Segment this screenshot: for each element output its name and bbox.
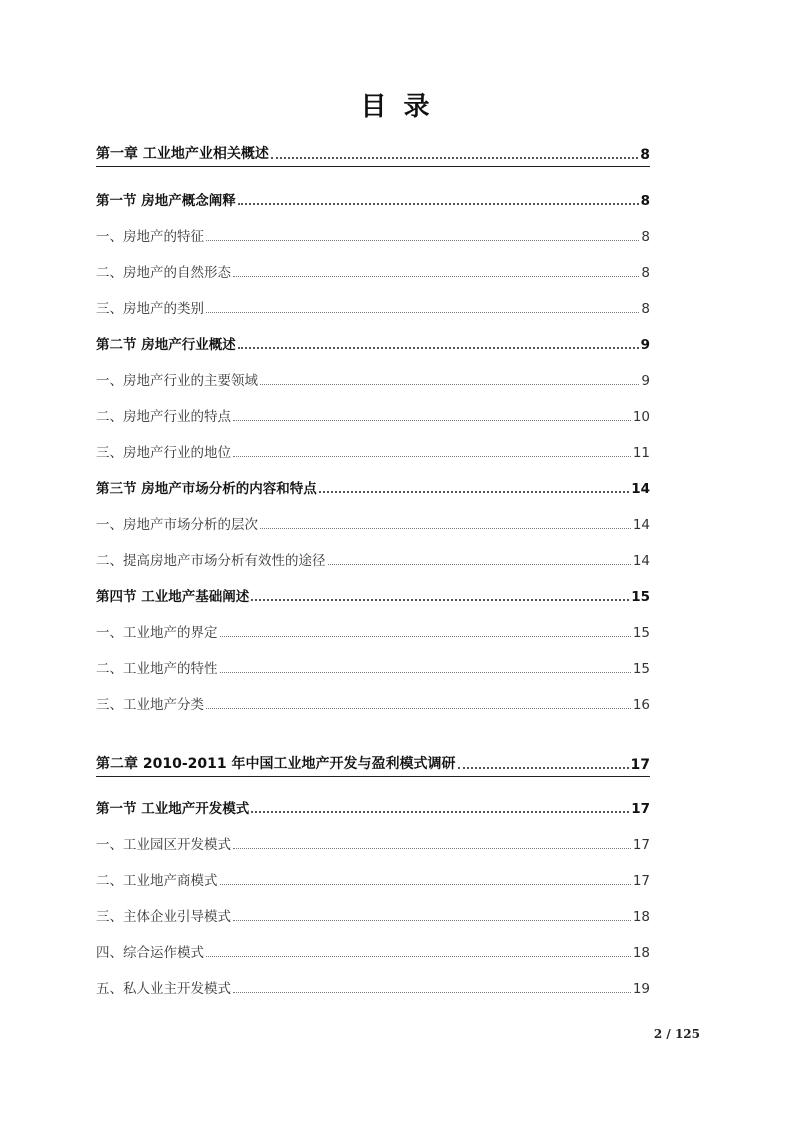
toc-entry-text: 三、房地产行业的地位 (96, 445, 231, 461)
page-number: 2 / 125 (653, 1027, 700, 1041)
toc-entry-item[interactable] (96, 513, 650, 533)
toc-entry-text: 一、房地产的特征 (96, 229, 204, 245)
toc-entry-page: 9 (640, 337, 650, 353)
leader-dots (206, 240, 639, 241)
toc-entry-page: 14 (631, 481, 650, 497)
leader-dots (251, 811, 629, 813)
leader-dots (220, 884, 631, 885)
leader-dots (260, 384, 639, 385)
toc-entry-text: 四、综合运作模式 (96, 945, 204, 961)
toc-entry-page: 8 (641, 229, 650, 245)
leader-dots (206, 956, 631, 957)
toc-entry-text: 二、工业地产的特性 (96, 661, 218, 677)
toc-entry-page: 8 (641, 301, 650, 317)
toc-entry-text: 二、房地产行业的特点 (96, 409, 231, 425)
toc-entry-text: 第一节 房地产概念阐释 (96, 193, 236, 209)
leader-dots (233, 420, 631, 421)
toc-entry-page: 17 (630, 757, 650, 773)
leader-dots (458, 767, 629, 769)
leader-dots (251, 599, 629, 601)
leader-dots (233, 456, 631, 457)
leader-dots (233, 276, 639, 277)
leader-dots (206, 708, 631, 709)
toc-entry-page: 19 (632, 981, 650, 997)
toc-entry-text: 一、房地产市场分析的层次 (96, 517, 258, 533)
toc-entry-section[interactable] (96, 797, 650, 817)
leader-dots (220, 672, 631, 673)
toc-entry-item[interactable] (96, 369, 650, 389)
toc-entry-page: 17 (632, 873, 650, 889)
toc-entry-chapter[interactable] (96, 143, 650, 167)
toc-entry-text: 第一章 工业地产业相关概述 (96, 146, 269, 162)
toc-entry-text: 二、提高房地产市场分析有效性的途径 (96, 553, 326, 569)
toc-entry-page: 8 (640, 193, 650, 209)
toc-entry-text: 第一节 工业地产开发模式 (96, 801, 250, 817)
toc-entry-page: 15 (632, 625, 650, 641)
leader-dots (233, 992, 631, 993)
toc-entry-item[interactable] (96, 693, 650, 713)
toc-entry-item[interactable] (96, 441, 650, 461)
toc-entry-text: 一、工业园区开发模式 (96, 837, 231, 853)
toc-entry-section[interactable] (96, 585, 650, 605)
leader-dots (233, 920, 631, 921)
toc-entry-item[interactable] (96, 621, 650, 641)
toc-entry-page: 15 (631, 589, 650, 605)
toc-entry-page: 17 (631, 801, 650, 817)
toc-entry-page: 8 (641, 265, 650, 281)
toc-entry-item[interactable] (96, 225, 650, 245)
leader-dots (233, 848, 631, 849)
toc-entry-page: 18 (632, 909, 650, 925)
leader-dots (206, 312, 639, 313)
toc-entry-text: 三、主体企业引导模式 (96, 909, 231, 925)
toc-entry-text: 第二节 房地产行业概述 (96, 337, 236, 353)
leader-dots (260, 528, 631, 529)
leader-dots (238, 203, 639, 205)
toc-entry-text: 一、房地产行业的主要领域 (96, 373, 258, 389)
toc-entry-text: 五、私人业主开发模式 (96, 981, 231, 997)
toc-entry-page: 10 (632, 409, 650, 425)
toc-entry-page: 11 (632, 445, 650, 461)
toc-entry-page: 8 (640, 147, 650, 163)
toc-entry-item[interactable] (96, 297, 650, 317)
toc-entry-item[interactable] (96, 261, 650, 281)
toc-entry-text: 二、工业地产商模式 (96, 873, 218, 889)
toc-entry-chapter[interactable] (96, 753, 650, 777)
toc-entry-item[interactable] (96, 549, 650, 569)
leader-dots (220, 636, 631, 637)
toc-title: 目 录 (360, 92, 434, 122)
toc-entry-text: 第三节 房地产市场分析的内容和特点 (96, 481, 317, 497)
leader-dots (319, 491, 630, 493)
toc-entry-page: 9 (641, 373, 650, 389)
toc-entry-item[interactable] (96, 941, 650, 961)
toc-entry-text: 第二章 2010-2011 年中国工业地产开发与盈利模式调研 (96, 756, 456, 772)
toc-entry-page: 16 (632, 697, 650, 713)
toc-entry-page: 17 (632, 837, 650, 853)
toc-entry-text: 三、工业地产分类 (96, 697, 204, 713)
toc-entry-section[interactable] (96, 477, 650, 497)
toc-entry-item[interactable] (96, 405, 650, 425)
toc-entry-item[interactable] (96, 833, 650, 853)
toc-entry-text: 二、房地产的自然形态 (96, 265, 231, 281)
toc-entry-page: 18 (632, 945, 650, 961)
toc-entry-item[interactable] (96, 869, 650, 889)
toc-entry-item[interactable] (96, 905, 650, 925)
toc-entry-item[interactable] (96, 657, 650, 677)
toc-entry-text: 三、房地产的类别 (96, 301, 204, 317)
toc-entry-section[interactable] (96, 189, 650, 209)
toc-entry-page: 15 (632, 661, 650, 677)
toc-entry-text: 一、工业地产的界定 (96, 625, 218, 641)
toc-entry-page: 14 (632, 517, 650, 533)
toc-entry-text: 第四节 工业地产基础阐述 (96, 589, 250, 605)
toc-entry-item[interactable] (96, 977, 650, 997)
toc-entry-section[interactable] (96, 333, 650, 353)
toc-entry-page: 14 (632, 553, 650, 569)
leader-dots (238, 347, 639, 349)
leader-dots (271, 157, 638, 159)
leader-dots (328, 564, 631, 565)
